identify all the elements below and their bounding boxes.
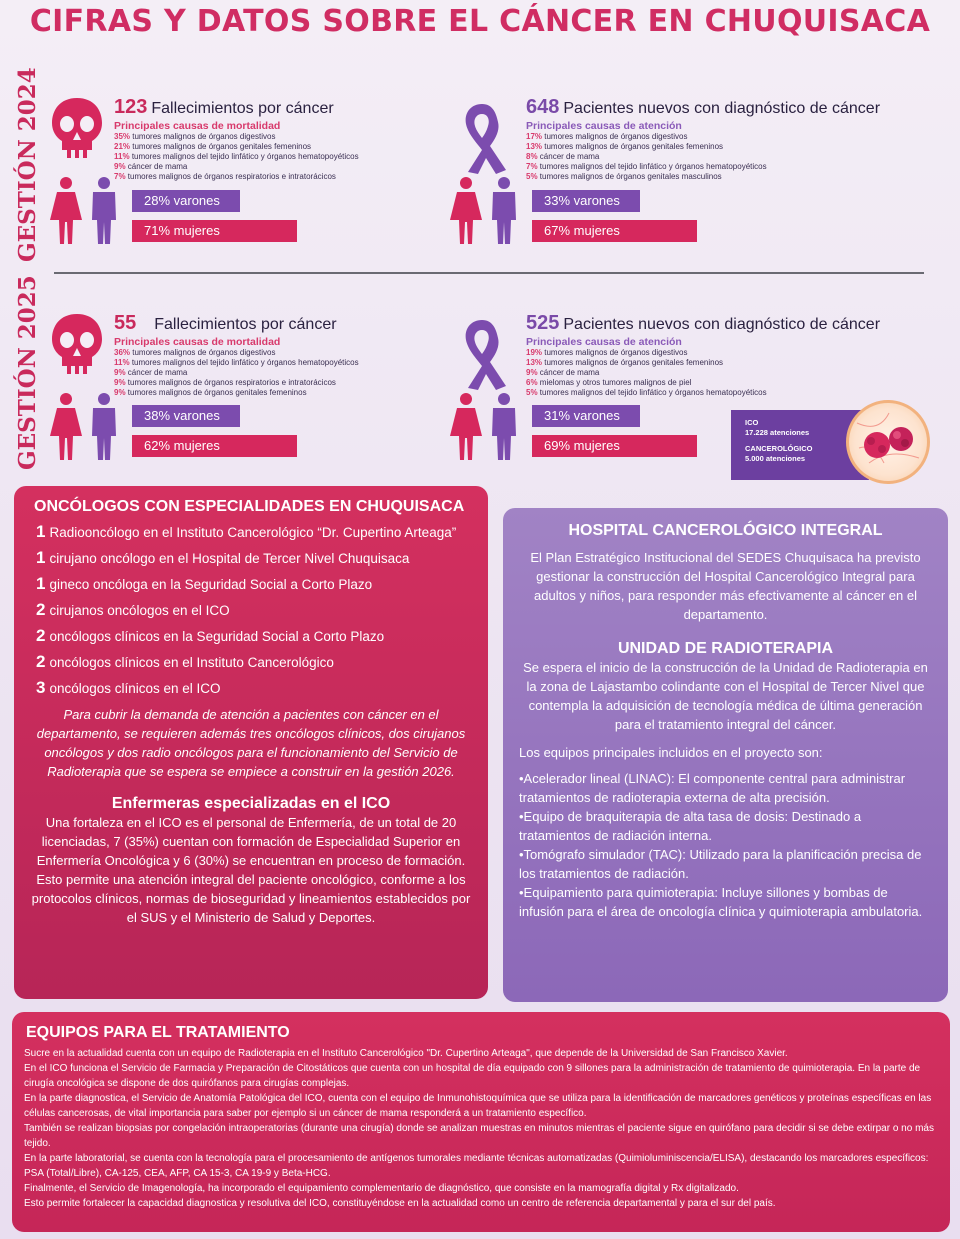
cancer-cells-illustration — [846, 400, 930, 484]
list-item: 2 cirujanos oncólogos en el ICO — [36, 600, 230, 619]
equipment-item: •Tomógrafo simulador (TAC): Utilizado para la planificación precisa de los tratamientos de radiación. — [519, 847, 922, 881]
cause-item: 6% mielomas y otros tumores malignos de piel — [526, 378, 692, 387]
cause-item: 9% cáncer de mama — [526, 368, 600, 377]
page-title: CIFRAS Y DATOS SOBRE EL CÁNCER EN CHUQUISACA — [29, 4, 931, 39]
cause-item: 13% tumores malignos de órganos genitales femeninos — [526, 358, 724, 367]
patients-2024-number: 648 — [526, 96, 560, 118]
deaths-2025-number: 55 — [114, 312, 137, 334]
woman-man-icon — [446, 176, 526, 251]
cause-item: 7% tumores malignos del tejido linfático y órganos hematopoyéticos — [526, 162, 767, 171]
cause-item: 21% tumores malignos de órganos genitales femeninos — [114, 142, 312, 151]
deaths-2024-subtitle: Principales causas de mortalidad — [114, 120, 281, 132]
cause-item: 9% tumores malignos de órganos genitales femeninos — [114, 388, 307, 397]
oncologists-title: ONCÓLOGOS CON ESPECIALIDADES EN CHUQUISACA — [34, 498, 465, 515]
paragraph: Esto permite fortalecer la capacidad diagnostica y resolutiva del ICO, constituyéndose en la actualidad como un centro de referencia departamental y para el sur del país. — [24, 1198, 776, 1209]
cause-item: 9% tumores malignos de órganos respiratorios e intratorácicos — [114, 378, 336, 387]
deaths-2025-label: Fallecimientos por cáncer — [154, 316, 337, 333]
cause-item: 17% tumores malignos de órganos digestivos — [526, 132, 688, 141]
cause-item: 8% cáncer de mama — [526, 152, 600, 161]
treatment-equipment-panel — [12, 1012, 950, 1232]
oncologists-list — [30, 523, 472, 697]
cause-item: 5% tumores malignos de órganos genitales masculinos — [526, 172, 722, 181]
deaths-2024-number: 123 — [114, 96, 148, 118]
ico-label: ICO — [745, 418, 759, 427]
patients-2025-women-bar: 69% mujeres — [532, 435, 697, 457]
canc-label: CANCEROLÓGICO — [745, 444, 813, 453]
year-label-2025: GESTIÓN 2025 — [14, 275, 41, 470]
deaths-2025-subtitle: Principales causas de mortalidad — [114, 336, 281, 348]
woman-man-icon — [446, 392, 526, 467]
nurses-title: Enfermeras especializadas en el ICO — [111, 795, 391, 812]
hospital-panel — [503, 508, 948, 1002]
hospital-title: HOSPITAL CANCEROLÓGICO INTEGRAL — [568, 522, 883, 539]
cause-item: 36% tumores malignos de órganos digestivos — [114, 348, 276, 357]
patients-2025-number: 525 — [526, 312, 560, 334]
deaths-2025-women-bar: 62% mujeres — [132, 435, 297, 457]
patients-2024-women-bar: 67% mujeres — [532, 220, 697, 242]
patients-2024-subtitle: Principales causas de atención — [526, 120, 682, 132]
paragraph: Sucre en la actualidad cuenta con un equipo de Radioterapia en el Instituto Cancerológico "Dr. Cupertino Arteaga", que depende de la Universidad de San Francisco Xavier. — [24, 1048, 788, 1059]
paragraph: Finalmente, el Servicio de Imagenología, ha incorporado el equipamiento complementario de diagnóstico, que consiste en la mamografía digital y Rx digitalizado. — [24, 1183, 739, 1194]
patients-2024-block — [526, 96, 880, 182]
cause-item: 5% tumores malignos del tejido linfático y órganos hematopoyéticos — [526, 388, 767, 397]
skull-icon — [48, 312, 106, 383]
deaths-2024-block — [114, 96, 359, 182]
treatment-equipment-text — [24, 1046, 938, 1211]
list-item: 1 Radiooncólogo en el Instituto Cancerológico “Dr. Cupertino Arteaga” — [36, 522, 457, 541]
list-item: 2 oncólogos clínicos en la Seguridad Social a Corto Plazo — [36, 626, 385, 645]
section-divider — [54, 272, 924, 274]
equipment-item: •Equipo de braquiterapia de alta tasa de dosis: Destinado a tratamientos de radiación interna. — [519, 809, 862, 843]
list-item: 2 oncólogos clínicos en el Instituto Cancerológico — [36, 652, 334, 671]
oncologists-panel — [14, 486, 488, 999]
cause-item: 13% tumores malignos de órganos genitales femeninos — [526, 142, 724, 151]
year-label-2024: GESTIÓN 2024 — [14, 67, 41, 262]
patients-2024-causes — [526, 132, 880, 182]
woman-man-icon — [46, 176, 126, 251]
patients-2024-label: Pacientes nuevos con diagnóstico de cáncer — [563, 100, 881, 117]
paragraph: También se realizan biopsias por congelación intraoperatorias (durante una cirugía) donde se analizan muestras en minutos mientras el paciente sigue en quirófano para decidir si se debe extirpar o no más tejido. — [24, 1123, 934, 1149]
patients-2025-men-bar: 31% varones — [532, 405, 640, 427]
deaths-2024-women-bar: 71% mujeres — [132, 220, 297, 242]
cause-item: 9% cáncer de mama — [114, 162, 188, 171]
equipment-item: •Acelerador lineal (LINAC): El componente central para administrar tratamientos de radioterapia externa de alta precisión. — [519, 771, 906, 805]
deaths-2025-causes — [114, 348, 359, 398]
woman-man-icon — [46, 392, 126, 467]
nurses-text: Una fortaleza en el ICO es el personal de Enfermería, de un total de 20 licenciadas, 7 (35%) cuentan con formación de Especialidad Superior en Enfermería Oncológica y 6 (30%) se encuentran en proceso de formación. Esto permite una atención integral del paciente oncológico, conforme a los protocolos clínicos, normas de bioseguridad y lineamientos establecidos por el SUS y el Ministerio de Salud y Deportes. — [31, 815, 471, 925]
cause-item: 11% tumores malignos del tejido linfático y órganos hematopoyéticos — [114, 358, 359, 367]
ico-value: 17.228 atenciones — [745, 428, 810, 437]
equipment-item: •Equipamiento para quimioterapia: Incluye sillones y bombas de infusión para el área de oncología clínica y quimioterapia ambulatoria. — [519, 885, 923, 919]
cause-item: 11% tumores malignos del tejido linfático y órganos hematopoyéticos — [114, 152, 359, 161]
skull-icon — [48, 96, 106, 167]
radiotherapy-text: Se espera el inicio de la construcción de la Unidad de Radioterapia en la zona de Lajastambo colindante con el Hospital de Tercer Nivel que contempla la adquisición de tecnología médica de última generación para el tratamiento integral del cáncer. — [523, 660, 928, 732]
deaths-2025-block — [114, 312, 359, 398]
list-item: 3 oncólogos clínicos en el ICO — [36, 678, 221, 697]
patients-2025-causes — [526, 348, 880, 398]
hospital-text: El Plan Estratégico Institucional del SEDES Chuquisaca ha previsto gestionar la construcción del Hospital Cancerológico Integral para adultos y niños, para responder más efectivamente al cáncer en el departamento. — [530, 550, 921, 622]
deaths-2025-men-bar: 38% varones — [132, 405, 240, 427]
oncologists-note: Para cubrir la demanda de atención a pacientes con cáncer en el departamento, se requieren además tres oncólogos clínicos, dos cirujanos oncólogos y dos radio oncólogos para el funcionamiento del Servicio de Radioterapia que se espera se empiece a construir en la gestión 2026. — [36, 707, 466, 779]
canc-value: 5.000 atenciones — [745, 454, 806, 463]
cause-item: 35% tumores malignos de órganos digestivos — [114, 132, 276, 141]
treatment-equipment-title: EQUIPOS PARA EL TRATAMIENTO — [26, 1024, 290, 1041]
deaths-2024-men-bar: 28% varones — [132, 190, 240, 212]
cause-item: 19% tumores malignos de órganos digestivos — [526, 348, 688, 357]
ribbon-icon — [452, 316, 512, 397]
cause-item: 7% tumores malignos de órganos respiratorios e intratorácicos — [114, 172, 336, 181]
patients-2025-subtitle: Principales causas de atención — [526, 336, 682, 348]
ribbon-icon — [452, 100, 512, 181]
equipment-intro: Los equipos principales incluidos en el proyecto son: — [519, 745, 823, 760]
deaths-2024-label: Fallecimientos por cáncer — [151, 100, 334, 117]
cause-item: 9% cáncer de mama — [114, 368, 188, 377]
radiotherapy-title: UNIDAD DE RADIOTERAPIA — [617, 640, 834, 657]
deaths-2024-causes — [114, 132, 359, 182]
paragraph: En el ICO funciona el Servicio de Farmacia y Preparación de Citostáticos que cuenta con un hospital de día equipado con 9 sillones para la administración de tratamiento de quimioterapia. En la parte de cirugía oncológica se dispone de dos quirófanos para cirugías complejas. — [24, 1063, 921, 1089]
patients-2025-label: Pacientes nuevos con diagnóstico de cáncer — [563, 316, 881, 333]
list-item: 1 gineco oncóloga en la Seguridad Social a Corto Plazo — [36, 574, 373, 593]
patients-2024-men-bar: 33% varones — [532, 190, 640, 212]
paragraph: En la parte diagnostica, el Servicio de Anatomía Patológica del ICO, cuenta con el equipo de Inmunohistoquímica que se utiliza para la identificación de marcadores genéticos y proteínas específicas en las células cancerosas, de vital importancia para saber por ejemplo si un cáncer de mama responderá a un tratamiento específico. — [24, 1093, 932, 1119]
patients-2025-block — [526, 312, 880, 398]
list-item: 1 cirujano oncólogo en el Hospital de Tercer Nivel Chuquisaca — [36, 548, 410, 567]
paragraph: En la parte laboratorial, se cuenta con la tecnología para el procesamiento de antígenos tumorales mediante técnicas automatizadas (Quimioluminiscencia/ELISA), destacando los marcadores específicos: PSA (Total/Libre), CA-125, CEA, AFP, CA 15-3, CA 19-9 y Beta-HCG. — [24, 1153, 929, 1179]
